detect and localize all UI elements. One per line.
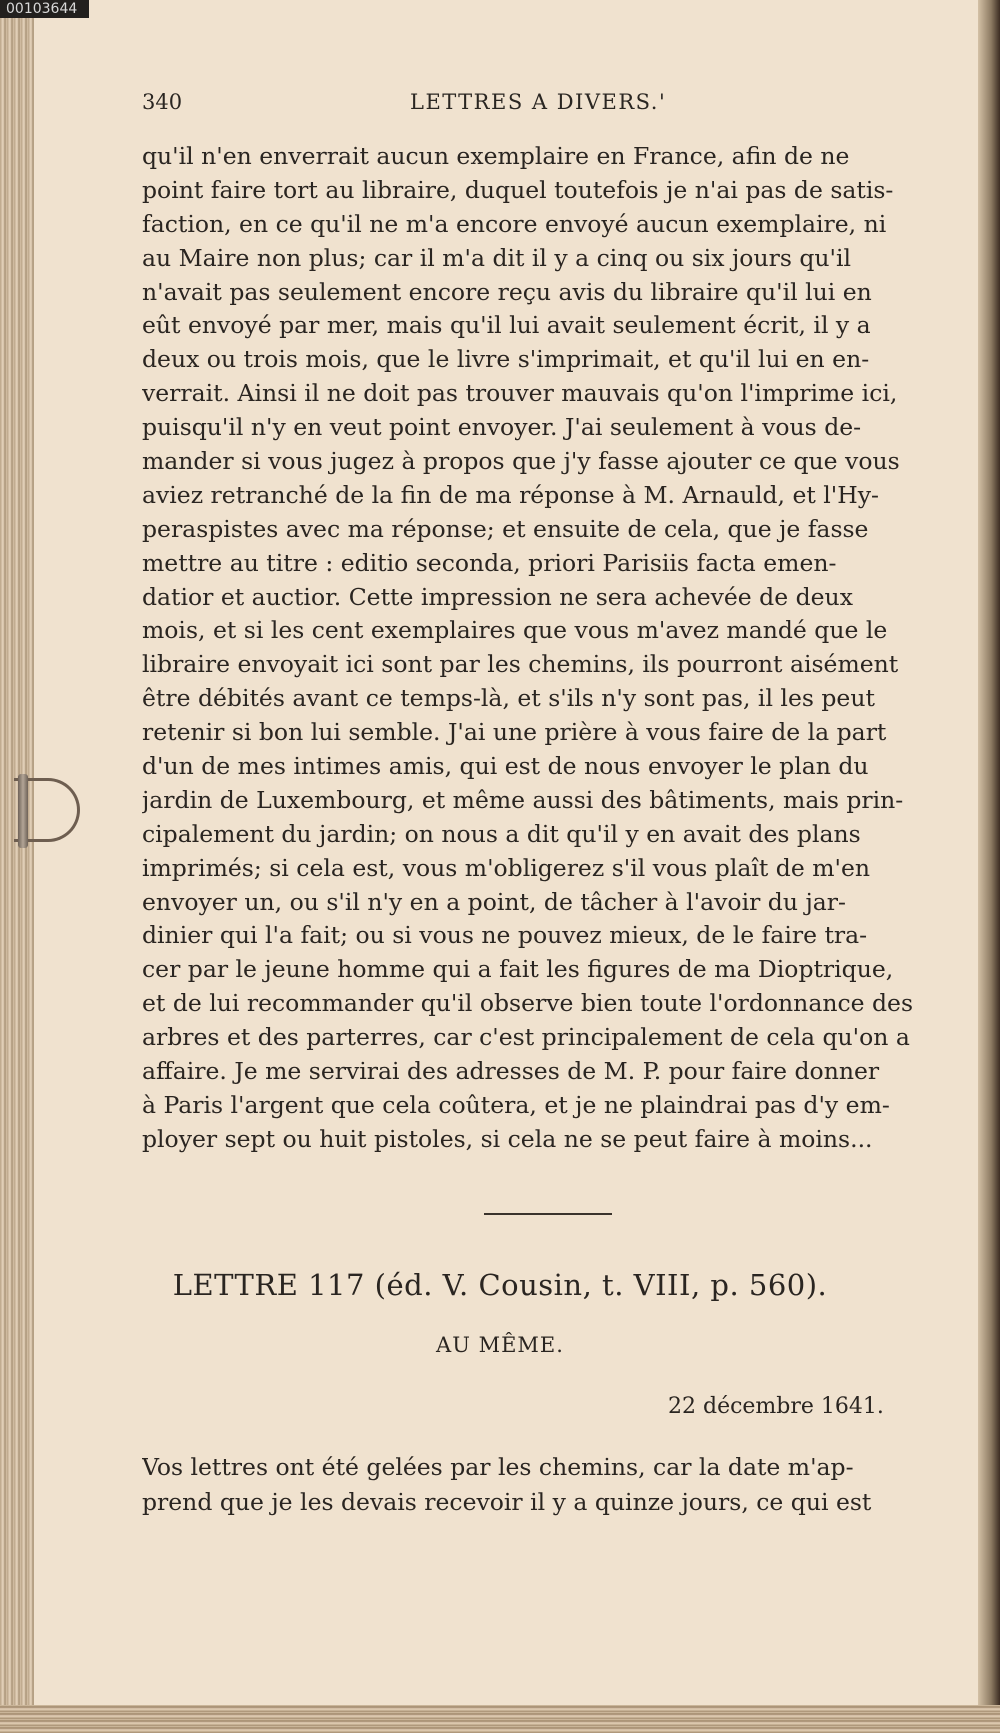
text-line: cipalement du jardin; on nous a dit qu'il y en avait des plans — [142, 819, 861, 848]
letter-date: 22 décembre 1641. — [668, 1394, 884, 1419]
text-line: datior et auctior. Cette impression ne sera achevée de deux — [142, 582, 853, 611]
text-line: point faire tort au libraire, duquel toutefois je n'ai pas de satis- — [142, 175, 894, 204]
text-line: ployer sept ou huit pistoles, si cela ne se peut faire à moins... — [142, 1124, 873, 1153]
section-divider — [484, 1213, 612, 1215]
letter-body — [142, 1450, 960, 1520]
text-line: prend que je les devais recevoir il y a quinze jours, ce qui est — [142, 1488, 872, 1516]
text-line: cer par le jeune homme qui a fait les figures de ma Dioptrique, — [142, 955, 894, 984]
page-number: 340 — [142, 90, 183, 114]
body-text — [142, 140, 960, 1157]
page-edge-right — [978, 0, 1000, 1733]
text-line: deux ou trois mois, que le livre s'imprimait, et qu'il lui en en- — [142, 345, 870, 374]
text-line: libraire envoyait ici sont par les chemins, ils pourront aisément — [142, 650, 899, 679]
letter-title: LETTRE 117 (éd. V. Cousin, t. VIII, p. 560). — [172, 1268, 828, 1302]
text-line: dinier qui l'a fait; ou si vous ne pouvez mieux, de le faire tra- — [142, 921, 868, 950]
text-line: mettre au titre : editio seconda, priori Parisiis facta emen- — [142, 548, 837, 577]
text-line: retenir si bon lui semble. J'ai une prière à vous faire de la part — [142, 718, 887, 747]
text-line: puisqu'il n'y en veut point envoyer. J'ai seulement à vous de- — [142, 413, 862, 442]
text-line: imprimés; si cela est, vous m'obligerez s'il vous plaît de m'en — [142, 853, 871, 882]
text-line: eût envoyé par mer, mais qu'il lui avait seulement écrit, il y a — [142, 311, 871, 340]
page-edge-left — [0, 0, 34, 1733]
text-line: d'un de mes intimes amis, qui est de nous envoyer le plan du — [142, 752, 869, 781]
text-line: et de lui recommander qu'il observe bien toute l'ordonnance des — [142, 989, 914, 1018]
scan-label: 00103644 — [0, 0, 89, 18]
running-title: LETTRES A DIVERS.' — [410, 90, 667, 114]
text-line: jardin de Luxembourg, et même aussi des bâtiments, mais prin- — [142, 785, 904, 814]
text-line: arbres et des parterres, car c'est principalement de cela qu'on a — [142, 1023, 910, 1052]
text-line: mander si vous jugez à propos que j'y fasse ajouter ce que vous — [142, 447, 900, 476]
text-line: aviez retranché de la fin de ma réponse à M. Arnauld, et l'Hy- — [142, 480, 879, 509]
text-line: n'avait pas seulement encore reçu avis du libraire qu'il lui en — [142, 277, 872, 306]
text-line: au Maire non plus; car il m'a dit il y a cinq ou six jours qu'il — [142, 243, 852, 272]
text-line: être débités avant ce temps-là, et s'ils n'y sont pas, il les peut — [142, 684, 875, 713]
page-header — [142, 90, 942, 124]
text-line: peraspistes avec ma réponse; et ensuite de cela, que je fasse — [142, 514, 869, 543]
text-line: faction, en ce qu'il ne m'a encore envoyé aucun exemplaire, ni — [142, 209, 887, 238]
text-line: affaire. Je me servirai des adresses de M. P. pour faire donner — [142, 1057, 880, 1086]
binder-clip-bar — [18, 774, 28, 848]
text-line: Vos lettres ont été gelées par les chemins, car la date m'ap- — [142, 1453, 854, 1481]
letter-recipient: AU MÊME. — [436, 1333, 564, 1357]
text-line: envoyer un, ou s'il n'y en a point, de tâcher à l'avoir du jar- — [142, 887, 846, 916]
text-line: mois, et si les cent exemplaires que vous m'avez mandé que le — [142, 616, 888, 645]
text-line: à Paris l'argent que cela coûtera, et je ne plaindrai pas d'y em- — [142, 1090, 890, 1119]
page-edge-bottom — [0, 1705, 1000, 1733]
text-line: verrait. Ainsi il ne doit pas trouver mauvais qu'on l'imprime ici, — [142, 379, 898, 408]
text-line: qu'il n'en enverrait aucun exemplaire en France, afin de ne — [142, 142, 850, 170]
